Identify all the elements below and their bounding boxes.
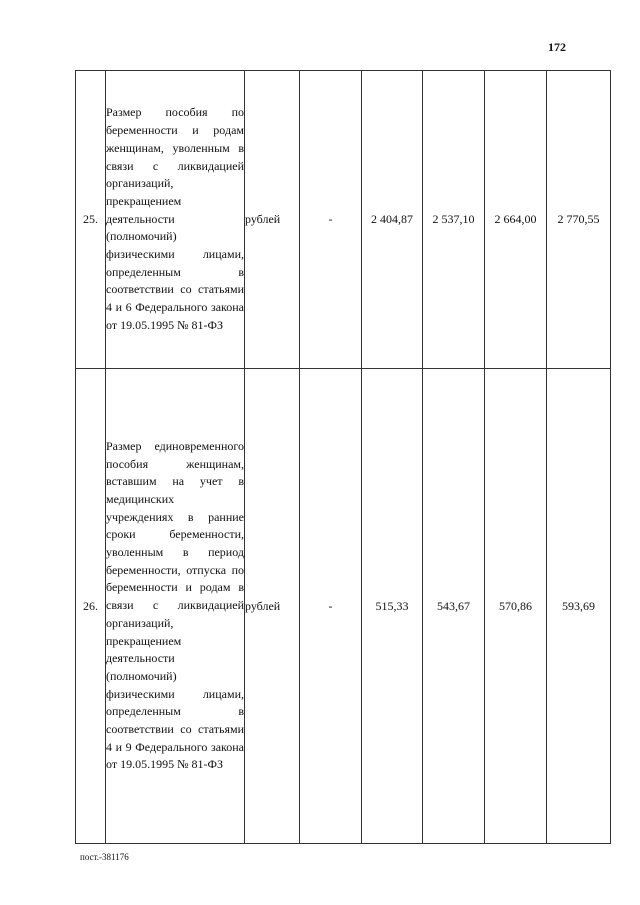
page-number: 172 <box>548 40 566 54</box>
row-value-1: 2 404,87 <box>362 71 423 369</box>
table-row <box>76 71 611 369</box>
row-value-2: 2 537,10 <box>423 71 485 369</box>
row-value-4: 2 770,55 <box>547 71 611 369</box>
row-value-4: 593,69 <box>547 369 611 844</box>
row-description: Размер единовременного пособия женщинам, вставшим на учет в медицинских учреждениях в ранние сроки беременности, уволенным в период беременности, отпуска по беременности и родам в связи с ликвидацией организаций, прекращением деятельности (полномочий) физическими лицами, определенным в соответствии со статьями 4 и 9 Федерального закона от 19.05.1995 № 81-ФЗ <box>106 369 245 844</box>
document-code: пост.-381176 <box>80 852 129 862</box>
row-value-3: 570,86 <box>485 369 547 844</box>
row-unit: рублей <box>245 71 300 369</box>
row-number: 26. <box>76 369 106 844</box>
row-value-1: 515,33 <box>362 369 423 844</box>
row-base-value: - <box>300 369 362 844</box>
row-number: 25. <box>76 71 106 369</box>
row-base-value: - <box>300 71 362 369</box>
row-value-2: 543,67 <box>423 369 485 844</box>
table-row <box>76 369 611 844</box>
row-description: Размер пособия по беременности и родам женщинам, уволенным в связи с ликвидацией организаций, прекращением деятельности (полномочий) физическими лицами, определенным в соответствии со статьями 4 и 6 Федерального закона от 19.05.1995 № 81-ФЗ <box>106 71 245 369</box>
indicator-table <box>75 70 611 844</box>
row-unit: рублей <box>245 369 300 844</box>
row-value-3: 2 664,00 <box>485 71 547 369</box>
